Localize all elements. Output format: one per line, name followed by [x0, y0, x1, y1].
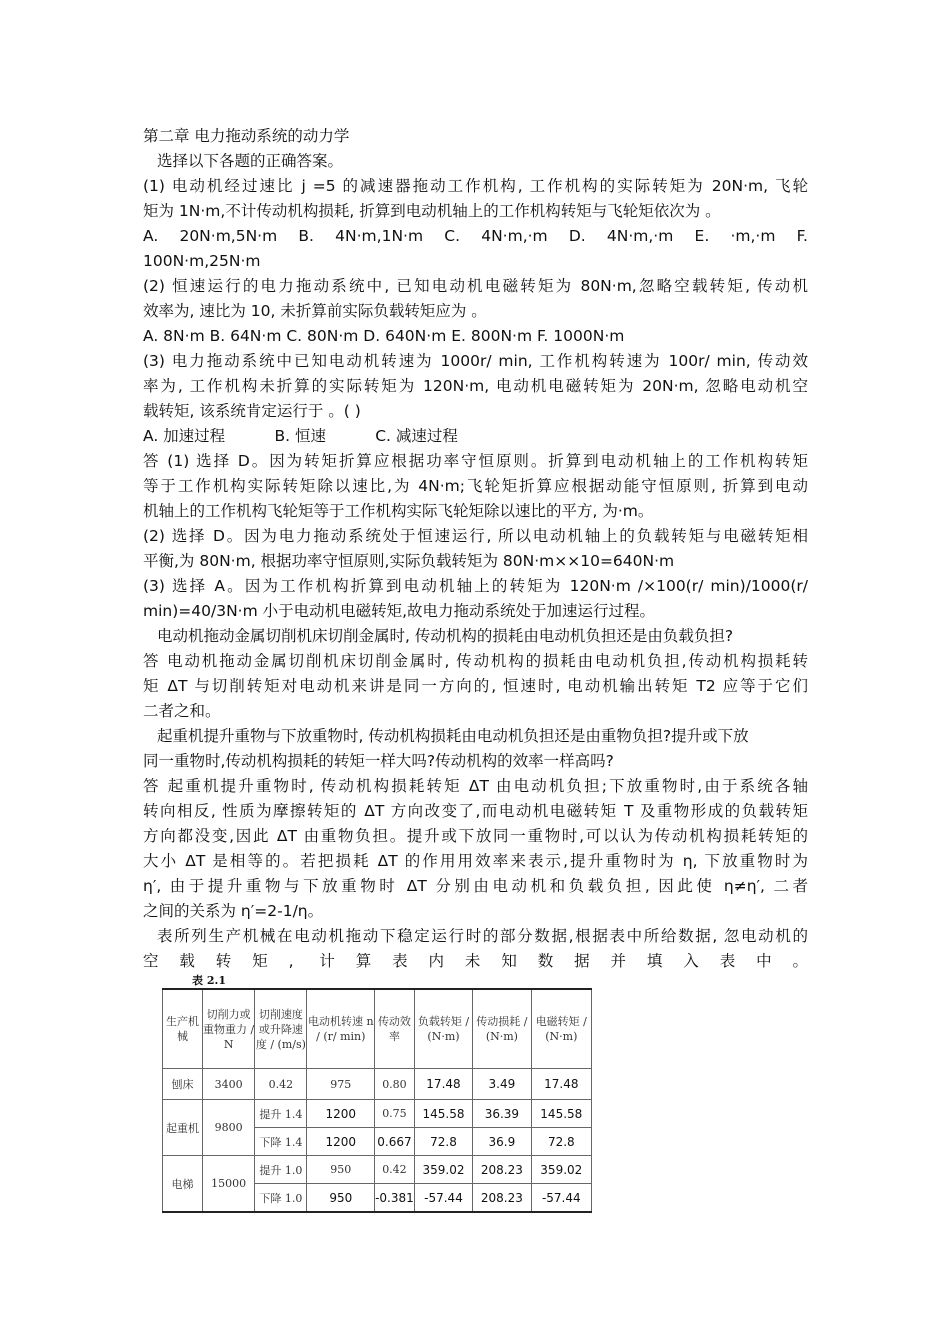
paragraph-line: 载转矩, 该系统肯定运行于 。( ): [143, 402, 361, 420]
table-cell: 0.667: [375, 1128, 415, 1156]
paragraph-line: 平衡,为 80N·m, 根据功率守恒原则,实际负载转矩为 80N·m××10=640N·m: [143, 552, 675, 570]
table-cell: 15000: [202, 1156, 254, 1213]
paragraph-line: 答 电动机拖动金属切削机床切削金属时, 传动机构的损耗由电动机负担,传动机构损耗转: [143, 652, 808, 670]
table-header-cell: 传动损耗 / (N·m): [473, 989, 531, 1069]
document-body: [143, 124, 808, 974]
table-cell: -57.44: [531, 1184, 591, 1213]
paragraph-line: 答 (1) 选择 D。因为转矩折算应根据功率守恒原则。折算到电动机轴上的工作机构转矩: [143, 452, 808, 470]
table-cell: 975: [307, 1069, 375, 1100]
table-cell: 950: [307, 1184, 375, 1213]
table-cell: 0.42: [255, 1069, 307, 1100]
table-cell: 72.8: [414, 1128, 472, 1156]
paragraph-line: 机轴上的工作机构飞轮矩等于工作机构实际飞轮矩除以速比的平方, 为·m。: [143, 502, 654, 520]
paragraph-line: 空载转矩, 计算表内未知数据并填入表中。: [143, 952, 808, 970]
table-cell: 起重机: [163, 1100, 203, 1156]
paragraph-line: (2) 恒速运行的电力拖动系统中, 已知电动机电磁转矩为 80N·m,忽略空载转矩, 传动机: [143, 277, 808, 295]
table-header-cell: 切削力或重物重力 / N: [202, 989, 254, 1069]
table-cell: 36.39: [473, 1100, 531, 1128]
table-cell: 9800: [202, 1100, 254, 1156]
paragraph-line: A. 20N·m,5N·m B. 4N·m,1N·m C. 4N·m,·m D. 4N·m,·m E. ·m,·m F.: [143, 227, 808, 245]
paragraph-line: 效率为, 速比为 10, 未折算前实际负载转矩应为 。: [143, 302, 487, 320]
paragraph-line: 电动机拖动金属切削机床切削金属时, 传动机构的损耗由电动机负担还是由负载负担?: [157, 627, 734, 645]
table-header-cell: 负载转矩 / (N·m): [414, 989, 472, 1069]
paragraph-line: 矩 ΔT 与切削转矩对电动机来讲是同一方向的, 恒速时, 电动机输出转矩 T2 应等于它们: [143, 677, 808, 695]
table-cell: 0.42: [375, 1156, 415, 1184]
table-cell: 下降 1.0: [255, 1184, 307, 1213]
table-cell: 950: [307, 1156, 375, 1184]
table-cell: -0.381: [375, 1184, 415, 1213]
table-cell: 3400: [202, 1069, 254, 1100]
paragraph-line: 起重机提升重物与下放重物时, 传动机构损耗由电动机负担还是由重物负担?提升或下放: [157, 727, 749, 745]
paragraph-line: 大小 ΔT 是相等的。若把损耗 ΔT 的作用用效率来表示,提升重物时为 η, 下放重物时为: [143, 852, 808, 870]
table-cell: 145.58: [414, 1100, 472, 1128]
paragraph-line: (2) 选择 D。因为电力拖动系统处于恒速运行, 所以电动机轴上的负载转矩与电磁转矩相: [143, 527, 808, 545]
table-caption: 表 2.1: [192, 974, 226, 987]
paragraph-line: 等于工作机构实际转矩除以速比,为 4N·m;飞轮矩折算应根据动能守恒原则, 折算到电动: [143, 477, 808, 495]
paragraph-line: 选择以下各题的正确答案。: [157, 152, 344, 170]
table-header-cell: 生产机械: [163, 989, 203, 1069]
table-row: [163, 1156, 592, 1184]
table-cell: 36.9: [473, 1128, 531, 1156]
paragraph-line: (3) 选择 A。因为工作机构折算到电动机轴上的转矩为 120N·m /×100(r/ min)/1000(r/: [143, 577, 808, 595]
paragraph-line: A. 加速过程 B. 恒速 C. 减速过程: [143, 427, 458, 445]
table-cell: 208.23: [473, 1184, 531, 1213]
table-cell: 0.80: [375, 1069, 415, 1100]
paragraph-line: 100N·m,25N·m: [143, 252, 261, 270]
table-cell: -57.44: [414, 1184, 472, 1213]
table-cell: 下降 1.4: [255, 1128, 307, 1156]
table-cell: 72.8: [531, 1128, 591, 1156]
data-table: [162, 988, 592, 1213]
table-row: [163, 1069, 592, 1100]
table-cell: 1200: [307, 1128, 375, 1156]
table-cell: 提升 1.0: [255, 1156, 307, 1184]
paragraph-line: 率为, 工作机构未折算的实际转矩为 120N·m, 电动机电磁转矩为 20N·m, 忽略电动机空: [143, 377, 808, 395]
table-row: [163, 1100, 592, 1128]
table-cell: 17.48: [414, 1069, 472, 1100]
paragraph-line: A. 8N·m B. 64N·m C. 80N·m D. 640N·m E. 800N·m F. 1000N·m: [143, 327, 625, 345]
paragraph-line: 表所列生产机械在电动机拖动下稳定运行时的部分数据,根据表中所给数据, 忽电动机的: [157, 927, 808, 945]
paragraph-line: 二者之和。: [143, 702, 221, 720]
table-header-cell: 电磁转矩 / (N·m): [531, 989, 591, 1069]
paragraph-line: 方向都没变,因此 ΔT 由重物负担。提升或下放同一重物时,可以认为传动机构损耗转矩的: [143, 827, 808, 845]
table-cell: 提升 1.4: [255, 1100, 307, 1128]
paragraph-line: min)=40/3N·m 小于电动机电磁转矩,故电力拖动系统处于加速运行过程。: [143, 602, 656, 620]
table-cell: 0.75: [375, 1100, 415, 1128]
table-cell: 刨床: [163, 1069, 203, 1100]
table-cell: 3.49: [473, 1069, 531, 1100]
chapter-title: 第二章 电力拖动系统的动力学: [143, 127, 350, 145]
paragraph-line: 转向相反, 性质为摩擦转矩的 ΔT 方向改变了,而电动机电磁转矩 T 及重物形成的负载转矩: [143, 802, 808, 820]
table-cell: 1200: [307, 1100, 375, 1128]
paragraph-line: 答 起重机提升重物时, 传动机构损耗转矩 ΔT 由电动机负担;下放重物时,由于系统各轴: [143, 777, 808, 795]
paragraph-line: 之间的关系为 η′=2-1/η。: [143, 902, 324, 920]
table-cell: 电梯: [163, 1156, 203, 1213]
table-cell: 17.48: [531, 1069, 591, 1100]
table-cell: 208.23: [473, 1156, 531, 1184]
paragraph-line: (3) 电力拖动系统中已知电动机转速为 1000r/ min, 工作机构转速为 100r/ min, 传动效: [143, 352, 808, 370]
table-cell: 145.58: [531, 1100, 591, 1128]
table-cell: 359.02: [531, 1156, 591, 1184]
paragraph-line: 同一重物时,传动机构损耗的转矩一样大吗?传动机构的效率一样高吗?: [143, 752, 614, 770]
paragraph-line: 矩为 1N·m,不计传动机构损耗, 折算到电动机轴上的工作机构转矩与飞轮矩依次为 。: [143, 202, 721, 220]
table-cell: 359.02: [414, 1156, 472, 1184]
table-header-cell: 传动效率: [375, 989, 415, 1069]
paragraph-line: η′, 由于提升重物与下放重物时 ΔT 分别由电动机和负载负担, 因此使 η≠η′, 二者: [143, 877, 808, 895]
paragraph-line: (1) 电动机经过速比 j =5 的减速器拖动工作机构, 工作机构的实际转矩为 20N·m, 飞轮: [143, 177, 808, 195]
table-header-cell: 电动机转速 n / (r/ min): [307, 989, 375, 1069]
table-header-cell: 切削速度或升降速度 / (m/s): [255, 989, 307, 1069]
table-header-row: [163, 989, 592, 1069]
